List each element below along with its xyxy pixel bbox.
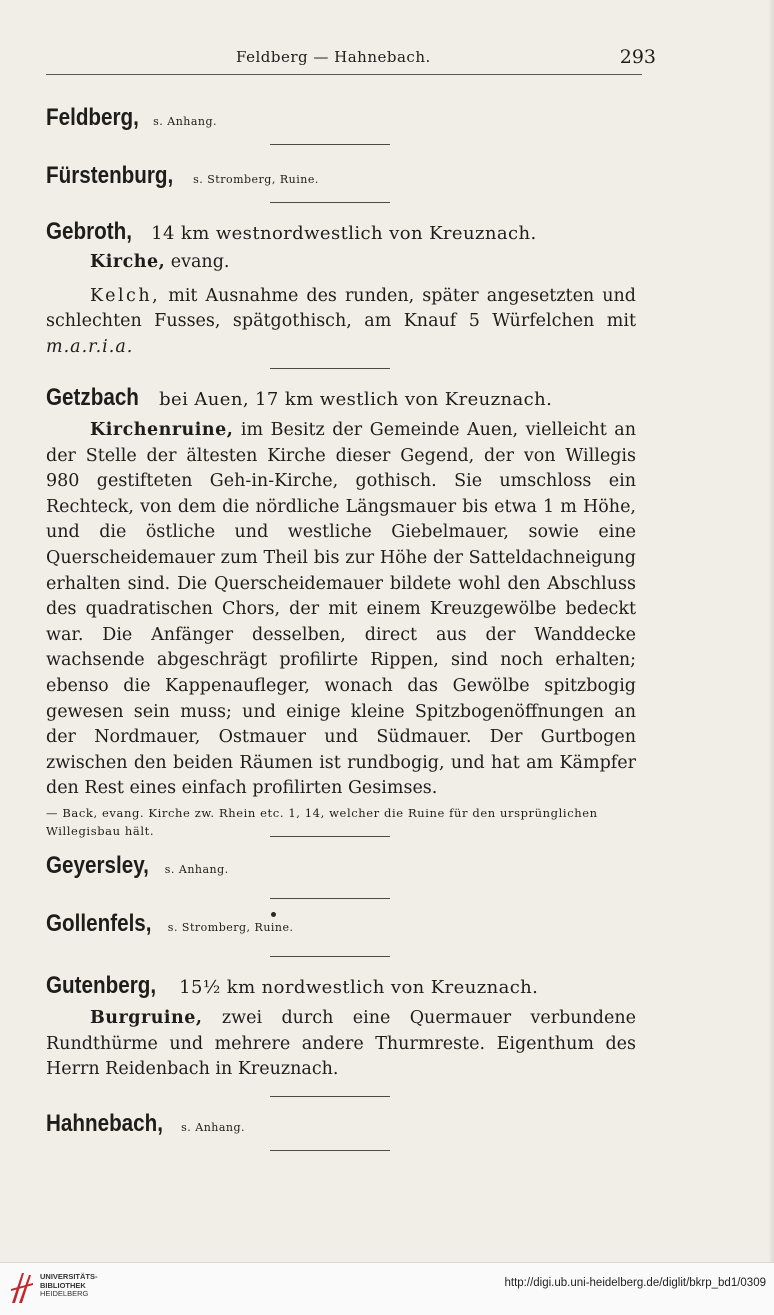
entry-paragraph (46, 284, 636, 361)
entry-gollenfels (46, 910, 636, 938)
entry-getzbach (46, 384, 636, 840)
entry-headword: Gutenberg, (46, 972, 157, 999)
viewer-footer (0, 1262, 774, 1315)
entry-gebroth (46, 218, 636, 360)
running-title: Feldberg — Hahnebach. (236, 48, 431, 66)
entry-keyword: Kirche, (90, 252, 166, 272)
entry-separator (270, 144, 390, 145)
inscription: m.a.r.i.a. (46, 336, 134, 357)
entry-text: evang. (165, 252, 230, 272)
entry-cross-reference: s. Anhang. (153, 115, 218, 128)
entry-geyersley (46, 852, 636, 880)
entry-separator (270, 898, 390, 899)
entry-separator (270, 368, 390, 369)
entry-location: bei Auen, 17 km westlich von Kreuznach. (159, 389, 553, 410)
entry-headword: Feldberg, (46, 104, 139, 131)
entry-separator (270, 836, 390, 837)
entry-hahnebach (46, 1110, 636, 1138)
entry-separator (270, 1150, 390, 1151)
entry-text: mit Ausnahme des runden, später angesetzten und schlechten Fusses, spätgothisch, am Knauf 5 Würfelchen mit (46, 285, 636, 332)
entry-fuerstenburg (46, 162, 636, 190)
permalink-link[interactable]: http://digi.ub.uni-heidelberg.de/diglit/bkrp_bd1/0309 (504, 1277, 766, 1289)
entry-paragraph (46, 418, 636, 802)
literature-reference: — Back, evang. Kirche zw. Rhein etc. 1, 14, welcher die Ruine für den ursprünglichen Willegisbau hält. (46, 805, 598, 838)
entry-separator (270, 1096, 390, 1097)
page-number: 293 (619, 46, 656, 68)
entry-text: im Besitz der Gemeinde Auen, vielleicht an der Stelle der ältesten Kirche dieser Gegend, der von Willegis 980 gestifteten Geh-in-Kirche, gothisch. Sie umschloss ein Rechteck, von dem die nördliche Längsmauer bis etwa 1 m Höhe, und die östliche und westliche Giebelmauer, sowie eine Querscheidemauer zum Theil bis zur Höhe der Satteldachneigung erhalten sind. Die Querscheidemauer bildete wohl den Abschluss des quadratischen Chors, der mit einem Kreuzgewölbe bedeckt war. Die Anfänger desselben, direct aus der Wanddecke wachsende abgeschrägt profilirte Rippen, sind noch erhalten; ebenso die Kappenaufleger, wonach das Gewölbe spitzbogig gewesen sein muss; und einige kleine Spitzbogenöffnungen an der Nordmauer, Ostmauer und Südmauer. Der Gurtbogen zwischen den beiden Räumen ist rundbogig, und hat am Kämpfer den Rest eines einfach profilirten Gesimses. (46, 420, 636, 799)
entry-headword: Gollenfels, (46, 910, 152, 937)
header-rule (46, 74, 642, 75)
entry-headword: Getzbach (46, 384, 139, 411)
library-name (40, 1273, 98, 1299)
entry-separator (270, 202, 390, 203)
entry-cross-reference: s. Stromberg, Ruine. (193, 173, 319, 186)
entry-location: 15½ km nordwestlich von Kreuznach. (179, 977, 539, 998)
entry-paragraph (46, 250, 636, 276)
entry-cross-reference: s. Stromberg, Ruine. (167, 921, 294, 934)
entry-keyword: Kelch, (90, 285, 161, 306)
entry-text: zwei durch eine Quermauer verbundene Rundthürme und mehrere andere Thurmreste. Eigenthum des Herrn Reidenbach in Kreuznach. (46, 1008, 636, 1080)
entry-location: 14 km westnordwestlich von Kreuznach. (151, 223, 537, 244)
entry-cross-reference: s. Anhang. (164, 863, 229, 876)
entry-keyword: Burgruine, (90, 1008, 203, 1028)
entry-headword: Geyersley, (46, 852, 149, 879)
entry-headword: Gebroth, (46, 218, 132, 245)
entry-gutenberg (46, 972, 636, 1083)
library-name-line: HEIDELBERG (40, 1289, 89, 1298)
ink-speck (271, 912, 276, 917)
entry-keyword: Kirchenruine, (90, 420, 234, 440)
library-name-line: UNIVERSITÄTS- (40, 1272, 98, 1281)
entry-headword: Fürstenburg, (46, 162, 174, 189)
entry-paragraph (46, 1006, 636, 1083)
entry-feldberg (46, 104, 636, 132)
entry-separator (270, 956, 390, 957)
entry-cross-reference: s. Anhang. (181, 1121, 246, 1134)
running-header (46, 46, 656, 70)
entry-headword: Hahnebach, (46, 1110, 163, 1137)
library-name-line: BIBLIOTHEK (40, 1280, 86, 1290)
university-logo-icon[interactable] (8, 1269, 36, 1307)
